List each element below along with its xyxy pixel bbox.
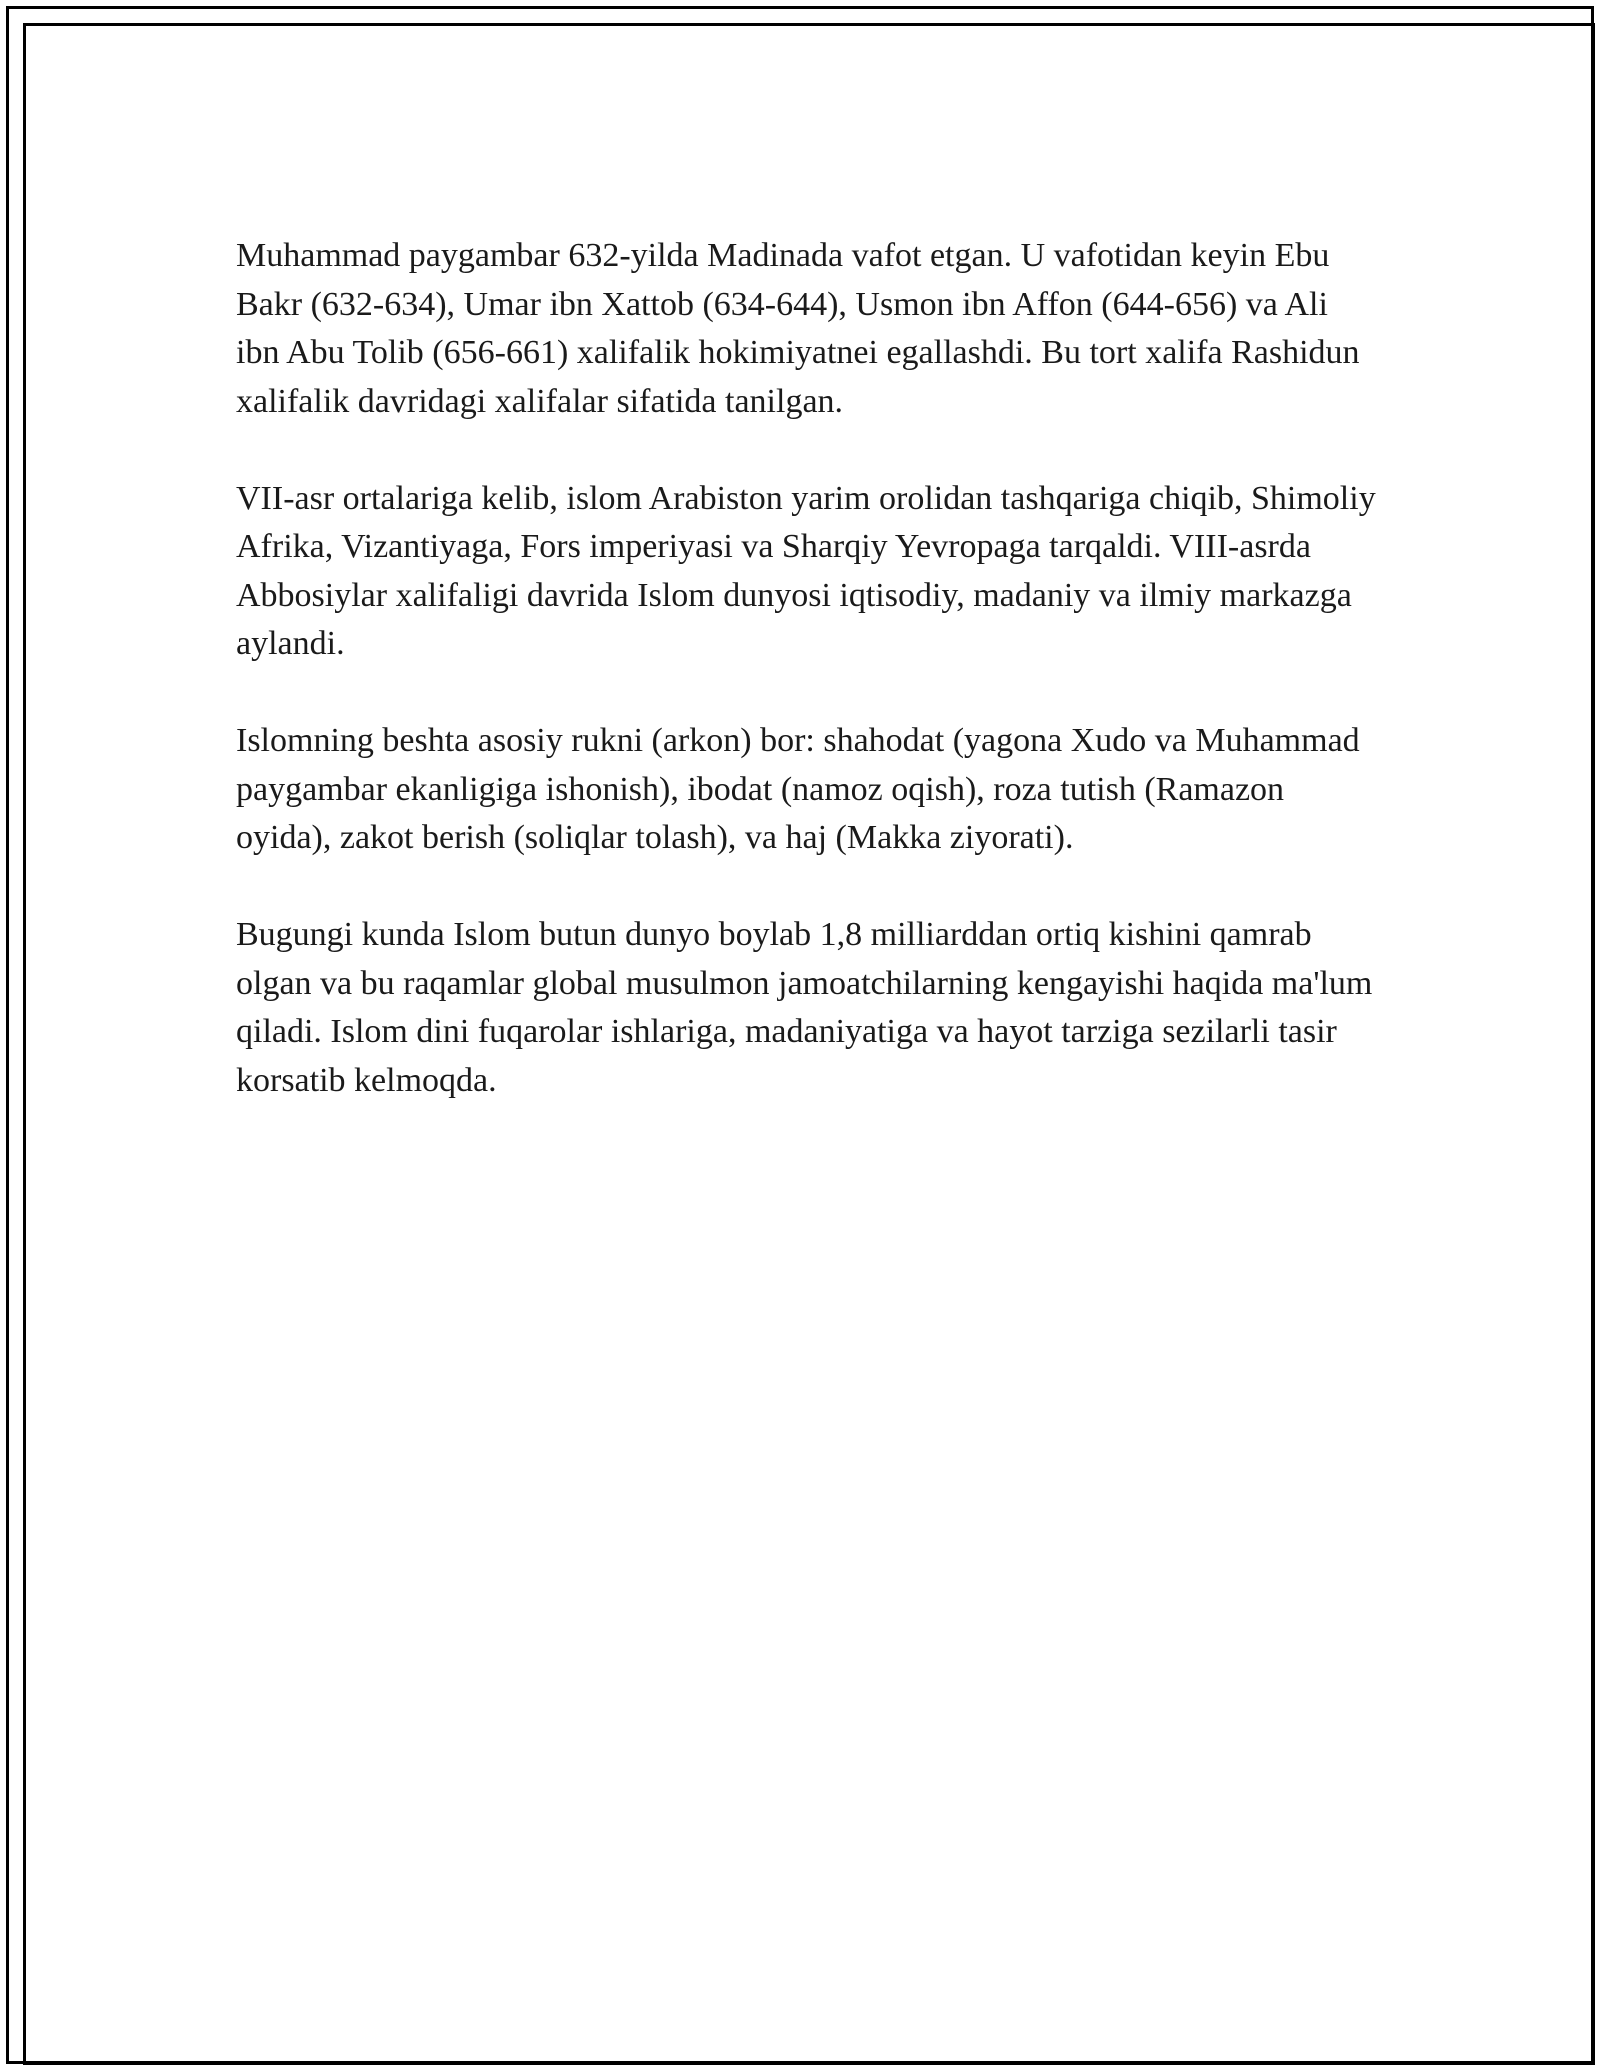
paragraph-five-pillars: Islomning beshta asosiy rukni (arkon) bor: shahodat (yagona Xudo va Muhammad paygambar ekanligiga ishonish), ibodat (namoz oqish), roza tutish (Ramazon oyida), zakot berish (soliqlar tolash), va haj (Makka ziyorati). — [236, 722, 1360, 856]
paragraph-expansion: VII-asr ortalariga kelib, islom Arabiston yarim orolidan tashqariga chiqib, Shimoliy Afrika, Vizantiyaga, Fors imperiyasi va Sharqiy Yevropaga tarqaldi. VIII-asrda Abbosiylar xalifaligi davrida Islom dunyosi iqtisodiy, madaniy va ilmiy markazga aylandi. — [236, 479, 1376, 662]
paragraph-caliphs: Muhammad paygambar 632-yilda Madinada vafot etgan. U vafotidan keyin Ebu Bakr (632-634), Umar ibn Xattob (634-644), Usmon ibn Affon (644-656) va Ali ibn Abu Tolib (656-661) xalifalik hokimiyatnei egallashdi. Bu tort xalifa Rashidun xalifalik davridagi xalifalar sifatida tanilgan. — [236, 237, 1360, 420]
document-body — [236, 232, 1376, 1154]
paragraph-today: Bugungi kunda Islom butun dunyo boylab 1,8 milliarddan ortiq kishini qamrab olgan va bu raqamlar global musulmon jamoatchilarning kengayishi haqida ma'lum qiladi. Islom dini fuqarolar ishlariga, madaniyatiga va hayot tarziga sezilarli tasir korsatib kelmoqda. — [236, 916, 1373, 1099]
